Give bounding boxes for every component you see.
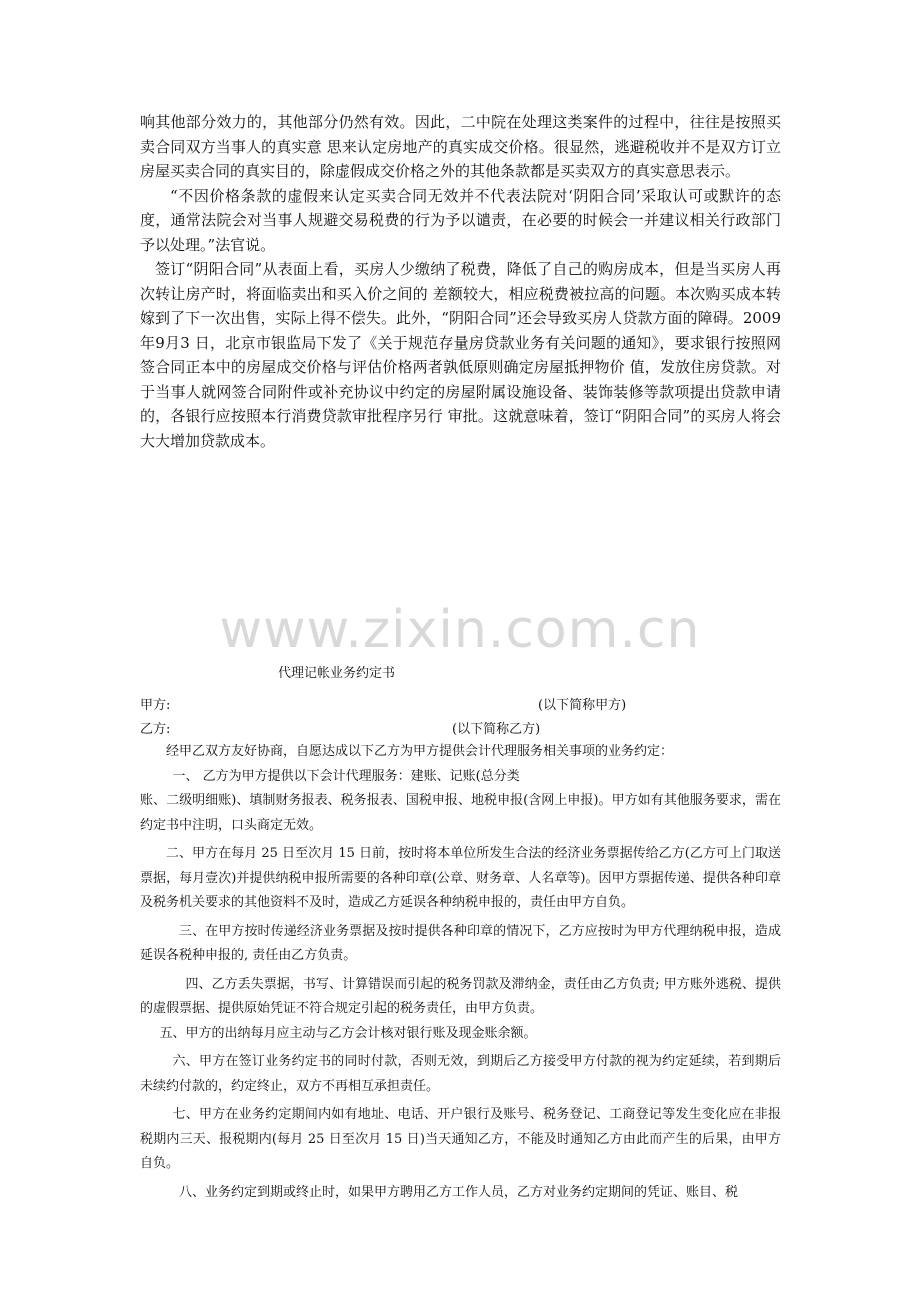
article-paragraph-1: 响其他部分效力的，其他部分仍然有效。因此，二中院在处理这类案件的过程中，往往是按照买卖合同双方当事人的真实意 思来认定房地产的真实成交价格。很显然，逃避税收并不是双方订立房屋买卖合同的真实目的，除虚假成交价格之外的其他条款都是买卖双方的真实意思表示。	[140, 113, 781, 180]
clause-4: 四、乙方丢失票据，书写、计算错误而引起的税务罚款及滞纳金，责任由乙方负责; 甲方账外逃税、提供的虚假票据、提供原始凭证不符合规定引起的税务责任，由甲方负责。	[140, 976, 781, 1016]
party-b-note: (以下简称乙方)	[452, 722, 541, 737]
article-body	[140, 110, 781, 453]
clause-5: 五、甲方的出纳每月应主动与乙方会计核对银行账及现金账余额。	[159, 1025, 537, 1041]
clause-2: 二、甲方在每月 25 日至次月 15 日前，按时将本单位所发生合法的经济业务票据传给乙方(乙方可上门取送票据，每月壹次)并提供纳税申报所需要的各种印章(公章、财务章、人名章等)。因甲方票据传递、提供各种印章及税务机关要求的其他资料不及时，造成乙方延误各种纳税申报的，责任由甲方自负。	[140, 846, 781, 910]
party-a-note: (以下简称甲方)	[538, 698, 627, 713]
article-paragraph-2: “不因价格条款的虚假来认定买卖合同无效并不代表法院对‘阴阳合同’采取认可或默许的态度，通常法院会对当事人规避交易税费的行为予以谴责，在必要的时候会一并建议相关行政部门予以处理。”法官说。	[140, 186, 781, 254]
clause-6: 六、甲方在签订业务约定书的同时付款，否则无效，到期后乙方接受甲方付款的视为约定延续，若到期后未续约付款的，约定终止，双方不再相互承担责任。	[140, 1054, 781, 1094]
clause-1-line-1: 一、 乙方为甲方提供以下会计代理服务：建账、记账(总分类	[172, 768, 520, 784]
clause-1-rest: 账、二级明细账)、填制财务报表、税务报表、国税申报、地税申报(含网上申报)。甲方如有其他服务要求，需在约定书中注明，口头商定无效。	[140, 793, 781, 833]
party-b-label: 乙方:	[140, 722, 171, 737]
party-a-row	[140, 694, 781, 714]
clause-7: 七、甲方在业务约定期间内如有地址、电话、开户银行及账号、税务登记、工商登记等发生变化应在非报税期内三天、报税期内(每月 25 日至次月 15 日)当天通知乙方，不能及时通知乙方由此而产生的后果，由甲方自负。	[140, 1107, 781, 1171]
watermark: www.zixin.com.cn	[219, 600, 701, 660]
party-a-label: 甲方:	[140, 698, 171, 713]
clause-3: 三、在甲方按时传递经济业务票据及按时提供各种印章的情况下，乙方应按时为甲方代理纳税申报，造成延误各税种申报的, 责任由乙方负责。	[140, 923, 781, 963]
contract-body	[140, 740, 781, 1205]
article-paragraph-3: 签订“阴阳合同”从表面上看，买房人少缴纳了税费，降低了自己的购房成本，但是当买房人再次转让房产时，将面临卖出和买入价之间的 差额较大，相应税费被拉高的问题。本次购买成本转嫁到了下一次出售，实际上得不偿失。此外，“阴阳合同”还会导致买房人贷款方面的障碍。2009年9月3 日，北京市银监局下发了《关于规范存量房贷款业务有关问题的通知》，要求银行按照网签合同正本中的房屋成交价格与评估价格两者孰低原则确定房屋抵押物价 值，发放住房贷款。对于当事人就网签合同附件或补充协议中约定的房屋附属设施设备、装饰装修等款项提出贷款申请的，各银行应按照本行消费贷款审批程序另行 审批。这就意味着，签订“阴阳合同”的买房人将会大大增加贷款成本。	[140, 260, 781, 450]
party-b-row	[140, 718, 781, 738]
contract-intro: 经甲乙双方友好协商，自愿达成以下乙方为甲方提供会计代理服务相关事项的业务约定：	[166, 744, 674, 759]
clause-8: 八、业务约定到期或终止时，如果甲方聘用乙方工作人员，乙方对业务约定期间的凭证、账目、税	[179, 1184, 739, 1200]
contract-title: 代理记帐业务约定书	[278, 666, 396, 681]
